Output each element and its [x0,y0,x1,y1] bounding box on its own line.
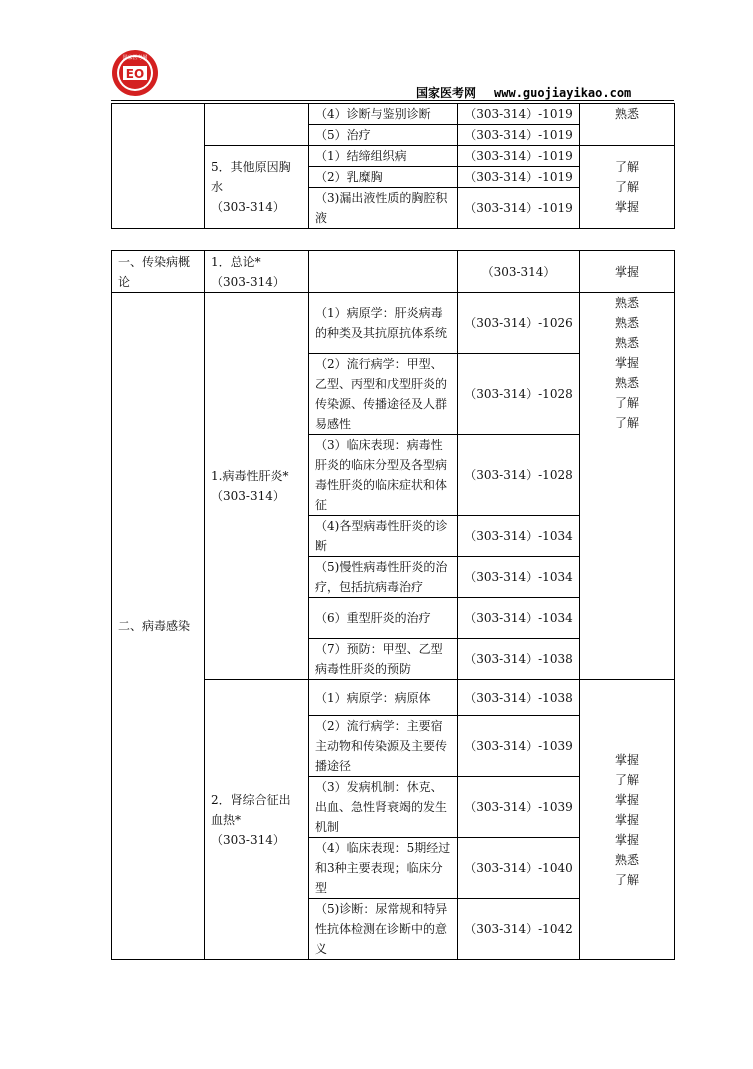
code-cell: （303-314）-1019 [458,188,580,229]
item-cell: （7）预防：甲型、乙型病毒性肝炎的预防 [309,639,458,680]
logo-letters: EO [125,67,145,81]
unit-title: 1．总论* [211,254,261,269]
unit-code: （303-314） [211,274,285,289]
table-row [112,293,675,354]
syllabus-table-infectious [111,250,675,960]
code-cell: （303-314）-1019 [458,167,580,188]
item-cell: （6）重型肝炎的治疗 [309,598,458,639]
code-cell: （303-314）-1019 [458,146,580,167]
code-cell: （303-314）-1038 [458,639,580,680]
item-cell: （3）发病机制：休克、出血、急性肾衰竭的发生机制 [309,777,458,838]
code-cell: （303-314）-1034 [458,516,580,557]
level-value: 了解 [614,180,639,194]
level-value: 熟悉 [614,336,639,350]
item-cell: （2）流行病学：甲型、乙型、丙型和戊型肝炎的传染源、传播途径及人群易感性 [309,354,458,435]
code-cell: （303-314）-1040 [458,838,580,899]
code-cell: （303-314）-1038 [458,680,580,716]
item-cell: （4)各型病毒性肝炎的诊断 [309,516,458,557]
level-value: 熟悉 [614,852,639,867]
level-value: 了解 [614,772,639,787]
level-value: 熟悉 [614,296,639,310]
level-cell: 熟悉 [580,104,675,146]
level-value: 熟悉 [614,376,639,390]
level-cell [580,293,675,680]
unit-code: （303-314） [211,489,285,503]
logo-ring-text: 国家医考网 [122,55,148,61]
code-cell: （303-314）-1034 [458,557,580,598]
level-value: 了解 [614,416,639,430]
level-cell [580,146,675,229]
unit-title: 5．其他原因胸水 [211,160,291,194]
code-cell: （303-314）-1042 [458,899,580,960]
item-cell-empty [309,251,458,293]
code-cell: （303-314） [458,251,580,293]
section-cell: 二、病毒感染 [112,293,205,960]
code-cell: （303-314）-1039 [458,777,580,838]
code-cell: （303-314）-1028 [458,435,580,516]
item-cell: （4）诊断与鉴别诊断 [309,104,458,125]
unit-code: （303-314） [211,200,285,214]
unit-code: （303-314） [211,832,285,847]
site-url: www.guojiayikao.com [494,86,632,100]
item-cell: （1）结缔组织病 [309,146,458,167]
item-cell: （5)慢性病毒性肝炎的治疗，包括抗病毒治疗 [309,557,458,598]
level-value: 掌握 [614,200,639,214]
level-value: 掌握 [614,792,639,807]
syllabus-table-continued [111,103,675,229]
level-value: 掌握 [614,812,639,827]
code-cell: （303-314）-1019 [458,125,580,146]
level-cell [580,680,675,960]
item-cell: （1）病原学：病原体 [309,680,458,716]
item-cell: （2）流行病学：主要宿主动物和传染源及主要传播途径 [309,716,458,777]
unit-title: 1.病毒性肝炎* [211,469,289,483]
level-value: 掌握 [614,752,639,767]
item-cell: （4）临床表现：5期经过和3种主要表现；临床分型 [309,838,458,899]
level-value: 掌握 [614,356,639,370]
table-row [112,104,675,125]
item-cell: （5）治疗 [309,125,458,146]
item-cell: （3)漏出液性质的胸腔积液 [309,188,458,229]
unit-cell [205,146,309,229]
level-value: 了解 [614,396,639,410]
section-cell-empty [112,104,205,229]
site-name: 国家医考网 [416,86,477,100]
unit-cell [205,680,309,960]
header-divider [111,100,674,101]
site-logo [110,48,160,98]
level-cell: 掌握 [580,251,675,293]
level-value: 熟悉 [614,316,639,330]
unit-title: 2．肾综合征出血热* [211,792,291,827]
item-cell: （5)诊断：尿常规和特异性抗体检测在诊断中的意义 [309,899,458,960]
code-cell: （303-314）-1034 [458,598,580,639]
unit-cell-empty [205,104,309,146]
unit-cell [205,293,309,680]
item-cell: （1）病原学：肝炎病毒的种类及其抗原抗体系统 [309,293,458,354]
item-cell: （2）乳糜胸 [309,167,458,188]
level-value: 掌握 [614,832,639,847]
page-header [416,84,631,101]
code-cell: （303-314）-1039 [458,716,580,777]
table-row [112,251,675,293]
section-cell: 一、传染病概论 [112,251,205,293]
item-cell: （3）临床表现：病毒性肝炎的临床分型及各型病毒性肝炎的临床症状和体征 [309,435,458,516]
level-value: 了解 [614,160,639,174]
code-cell: （303-314）-1026 [458,293,580,354]
level-value: 了解 [614,872,639,887]
code-cell: （303-314）-1019 [458,104,580,125]
code-cell: （303-314）-1028 [458,354,580,435]
unit-cell [205,251,309,293]
